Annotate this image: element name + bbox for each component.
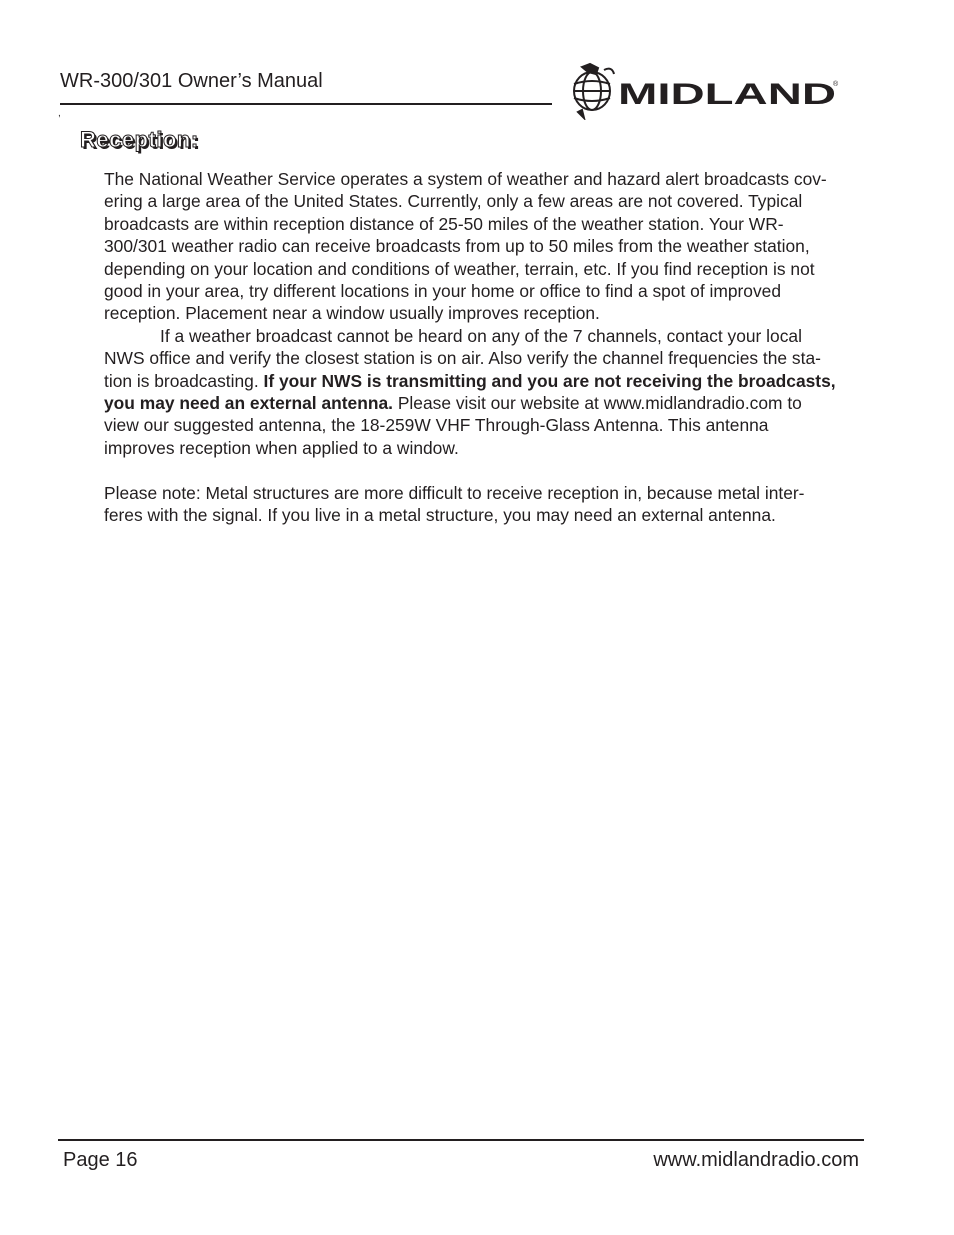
page-number: Page 16	[63, 1149, 138, 1171]
registered-mark: ®	[833, 81, 839, 88]
body-text	[104, 168, 904, 526]
text-line: 300/301 weather radio can receive broadcasts from up to 50 miles from the weather station,	[104, 236, 810, 257]
text-line: The National Weather Service operates a system of weather and hazard alert broadcasts cov-	[104, 169, 827, 189]
text-line: depending on your location and conditions of weather, terrain, etc. If you find reception is not	[104, 258, 815, 279]
footer-divider	[58, 1139, 864, 1141]
section-heading: Reception:	[80, 127, 199, 152]
text-segment: tion is broadcasting.	[104, 370, 264, 391]
text-line: NWS office and verify the closest station is on air. Also verify the channel frequencies the sta-	[104, 348, 821, 369]
emphasis-text: you may need an external antenna.	[104, 393, 393, 414]
text-line: broadcasts are within reception distance of 25-50 miles of the weather station. Your WR-	[104, 213, 784, 234]
stray-mark: ,	[58, 108, 61, 119]
text-line: feres with the signal. If you live in a metal structure, you may need an external antenna.	[104, 505, 776, 526]
manual-title: WR-300/301 Owner’s Manual	[60, 70, 323, 92]
text-line: good in your area, try different locations in your home or office to find a spot of improved	[104, 281, 782, 302]
text-segment: Please visit our website at www.midlandradio.com to	[392, 393, 802, 414]
text-line: reception. Placement near a window usually improves reception.	[104, 303, 600, 324]
header-divider	[60, 103, 552, 105]
text-line: Please note: Metal structures are more difficult to receive reception in, because metal inter-	[104, 482, 805, 503]
website-url: www.midlandradio.com	[653, 1149, 859, 1171]
text-line	[104, 370, 904, 392]
emphasis-text: If your NWS is transmitting and you are not receiving the broadcasts,	[263, 370, 836, 391]
text-line: view our suggested antenna, the 18-259W VHF Through-Glass Antenna. This antenna	[104, 415, 769, 436]
text-line: improves reception when applied to a window.	[104, 437, 459, 458]
text-line: If a weather broadcast cannot be heard on any of the 7 channels, contact your local	[160, 325, 802, 346]
text-line	[104, 392, 904, 414]
logo-wordmark: MIDLAND	[618, 78, 836, 111]
midland-logo	[568, 62, 840, 120]
text-line: ering a large area of the United States. Currently, only a few areas are not covered. Typical	[104, 191, 803, 212]
paragraph-gap	[104, 459, 904, 481]
globe-icon	[574, 64, 614, 118]
